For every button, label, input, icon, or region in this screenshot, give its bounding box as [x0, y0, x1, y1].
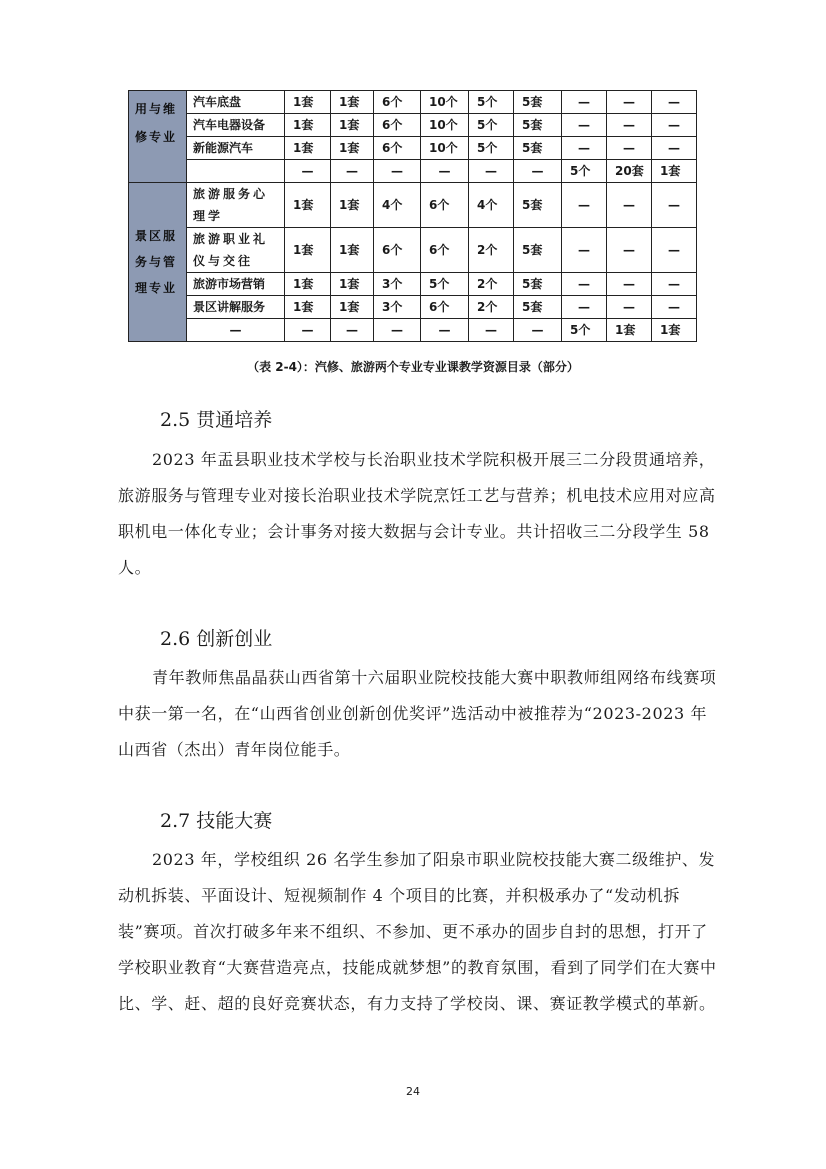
table-row	[129, 296, 697, 319]
table-cell: 10个	[421, 114, 469, 137]
table-cell: —	[562, 296, 607, 319]
page-number: 24	[406, 1085, 420, 1098]
table-cell: 5个	[562, 319, 607, 342]
table-cell: —	[562, 114, 607, 137]
table-row	[129, 91, 697, 114]
table-cell: —	[562, 228, 607, 273]
table-cell: —	[514, 319, 562, 342]
table-row	[129, 137, 697, 160]
table-cell: —	[652, 228, 697, 273]
table-cell: —	[469, 319, 514, 342]
table-cell: 1套	[285, 91, 331, 114]
table-cell: 3个	[374, 273, 421, 296]
table-cell: —	[652, 296, 697, 319]
table-cell: 2个	[469, 228, 514, 273]
table-cell: —	[331, 160, 374, 183]
table-cell: 1套	[331, 273, 374, 296]
table-cell: 10个	[421, 91, 469, 114]
section-paragraph: 2023 年盂县职业技术学校与长治职业技术学院积极开展三二分段贯通培养，旅游服务与管理专业对接长治职业技术学院烹饪工艺与营养；机电技术应用对应高职机电一体化专业；会计事务对接大数据与会计专业。共计招收三二分段学生 58 人。	[118, 450, 716, 577]
table-cell: —	[607, 114, 652, 137]
table-cell: 1套	[607, 319, 652, 342]
table-cell: —	[607, 91, 652, 114]
table-row	[129, 228, 697, 273]
table-cell: 4个	[374, 183, 421, 228]
table-cell: 5套	[514, 183, 562, 228]
table-row	[129, 273, 697, 296]
table-cell: —	[374, 160, 421, 183]
category-cell-auto: 用与维修专业	[129, 91, 187, 183]
table-cell: 1套	[331, 296, 374, 319]
table-cell: 5套	[514, 114, 562, 137]
table-cell: —	[285, 160, 331, 183]
table-cell: 10个	[421, 137, 469, 160]
section-heading: 2.7 技能大赛	[160, 810, 273, 832]
table-cell: —	[421, 160, 469, 183]
table-cell: 1套	[331, 114, 374, 137]
table-cell: —	[562, 91, 607, 114]
table-cell: 20套	[607, 160, 652, 183]
table-cell: —	[562, 273, 607, 296]
table-cell: 6个	[421, 296, 469, 319]
table-cell: —	[607, 228, 652, 273]
course-name: 旅游市场营销	[187, 273, 285, 296]
section-paragraph: 2023 年，学校组织 26 名学生参加了阳泉市职业院校技能大赛二级维护、发动机拆装、平面设计、短视频制作 4 个项目的比赛，并积极承办了“发动机拆装”赛项。首次打破多年来不组织、不参加、更不承办的固步自封的思想，打开了学校职业教育“大赛营造亮点，技能成就梦想”的教育氛围，看到了同学们在大赛中比、学、赶、超的良好竞赛状态，有力支持了学校岗、课、赛证教学模式的革新。	[118, 850, 717, 1013]
table-cell: 6个	[374, 228, 421, 273]
table-cell: —	[607, 296, 652, 319]
table-cell: 5个	[562, 160, 607, 183]
section-heading: 2.6 创新创业	[160, 628, 273, 650]
table-cell: 5个	[421, 273, 469, 296]
course-name: 汽车电器设备	[187, 114, 285, 137]
table-cell: 1套	[285, 296, 331, 319]
table-cell: 1套	[331, 183, 374, 228]
table-cell: —	[652, 273, 697, 296]
table-cell: 5套	[514, 273, 562, 296]
table-cell: 3个	[374, 296, 421, 319]
table-cell: 5套	[514, 91, 562, 114]
table-cell: 1套	[285, 273, 331, 296]
table-cell: —	[514, 160, 562, 183]
table-cell: 6个	[374, 91, 421, 114]
table-cell: —	[421, 319, 469, 342]
table-cell: —	[469, 160, 514, 183]
table-cell: —	[331, 319, 374, 342]
course-name: 汽车底盘	[187, 91, 285, 114]
resource-table	[128, 90, 697, 342]
table-cell: —	[607, 183, 652, 228]
table-cell: 4个	[469, 183, 514, 228]
course-name: 景区讲解服务	[187, 296, 285, 319]
course-name: 新能源汽车	[187, 137, 285, 160]
table-cell: —	[374, 319, 421, 342]
table-cell: —	[652, 137, 697, 160]
table-cell: 1套	[285, 228, 331, 273]
table-row	[129, 319, 697, 342]
table-cell: —	[607, 137, 652, 160]
table-row	[129, 160, 697, 183]
table-cell: —	[562, 137, 607, 160]
category-cell-tourism: 景区服务与管理专业	[129, 183, 187, 342]
table-cell: —	[285, 319, 331, 342]
course-name: —	[187, 319, 285, 342]
table-cell: 5个	[469, 137, 514, 160]
table-row	[129, 183, 697, 228]
table-cell: 5个	[469, 91, 514, 114]
table-cell: 1套	[652, 319, 697, 342]
table-cell: 2个	[469, 273, 514, 296]
table-cell: 1套	[331, 137, 374, 160]
table-cell: —	[652, 114, 697, 137]
table-cell: 5套	[514, 137, 562, 160]
course-name	[187, 160, 285, 183]
table-cell: 6个	[374, 137, 421, 160]
table-cell: 1套	[285, 183, 331, 228]
table-cell: 2个	[469, 296, 514, 319]
table-row	[129, 114, 697, 137]
table-caption: （表 2-4）：汽修、旅游两个专业专业课教学资源目录（部分）	[247, 360, 579, 374]
table-cell: 5套	[514, 228, 562, 273]
table-cell: 1套	[331, 228, 374, 273]
section-heading: 2.5 贯通培养	[160, 409, 273, 431]
table-cell: 1套	[285, 114, 331, 137]
table-cell: 5套	[514, 296, 562, 319]
table-cell: 1套	[331, 91, 374, 114]
section-paragraph: 青年教师焦晶晶获山西省第十六届职业院校技能大赛中职教师组网络布线赛项中获一第一名，在“山西省创业创新创优奖评”选活动中被推荐为“2023-2023 年山西省（杰出）青年岗位能手。	[118, 668, 717, 759]
table-cell: —	[652, 91, 697, 114]
table-cell: 1套	[652, 160, 697, 183]
table-cell: —	[607, 273, 652, 296]
table-cell: —	[652, 183, 697, 228]
table-cell: 6个	[421, 183, 469, 228]
table-cell: 5个	[469, 114, 514, 137]
table-cell: 1套	[285, 137, 331, 160]
table-cell: 6个	[374, 114, 421, 137]
table-cell: 6个	[421, 228, 469, 273]
table-cell: —	[562, 183, 607, 228]
course-name: 旅游服务心理学	[187, 183, 285, 228]
course-name: 旅游职业礼仪与交往	[187, 228, 285, 273]
